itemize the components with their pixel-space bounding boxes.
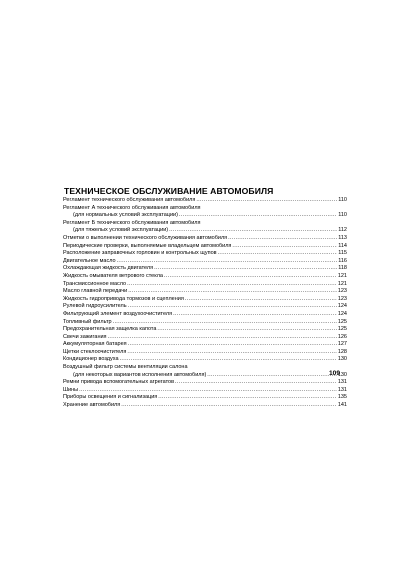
toc-entry-page: 110 bbox=[338, 197, 347, 203]
toc-entry-text: Аккумуляторная батарея bbox=[63, 341, 127, 348]
toc-entry-subline bbox=[63, 212, 347, 220]
toc-entry bbox=[63, 349, 347, 357]
toc-entry-line bbox=[63, 394, 347, 402]
toc-entry-list bbox=[63, 197, 347, 410]
dot-leader bbox=[169, 227, 337, 235]
toc-entry-text: Двигательное масло bbox=[63, 257, 116, 264]
toc-entry bbox=[63, 311, 347, 319]
toc-entry-page: 141 bbox=[337, 402, 347, 409]
toc-entry bbox=[63, 205, 347, 220]
toc-entry bbox=[63, 265, 347, 273]
toc-entry-line bbox=[63, 220, 347, 228]
toc-entry-text: Периодические проверки, выполняемые владельцем автомобиля bbox=[63, 242, 232, 249]
toc-entry bbox=[63, 273, 347, 281]
toc-entry-line bbox=[63, 205, 347, 213]
toc-entry-line bbox=[63, 197, 347, 205]
toc-entry-text: Предохранительная защелка капота bbox=[63, 326, 157, 333]
toc-entry-line bbox=[63, 356, 347, 364]
section-title: ТЕХНИЧЕСКОЕ ОБСЛУЖИВАНИЕ АВТОМОБИЛЯ bbox=[64, 186, 274, 196]
toc-entry bbox=[63, 334, 347, 342]
toc-entry-page: 124 bbox=[337, 303, 347, 310]
toc-entry-line bbox=[63, 273, 347, 281]
toc-entry-text: Рулевой гидроусилитель bbox=[63, 303, 127, 310]
toc-entry-line bbox=[63, 349, 347, 357]
toc-entry-line bbox=[63, 311, 347, 319]
dot-leader bbox=[218, 250, 338, 258]
toc-entry-line bbox=[63, 288, 347, 296]
dot-leader bbox=[196, 197, 337, 205]
toc-entry-text: Свечи зажигания bbox=[63, 333, 107, 340]
toc-entry bbox=[63, 394, 347, 402]
dot-leader bbox=[185, 296, 337, 304]
toc-entry-page: 135 bbox=[337, 394, 347, 401]
toc-entry bbox=[63, 379, 347, 387]
dot-leader bbox=[127, 349, 336, 357]
toc-entry-text: Топливный фильтр bbox=[63, 318, 112, 325]
dot-leader bbox=[175, 379, 337, 387]
table-of-contents bbox=[63, 186, 347, 410]
toc-entry bbox=[63, 258, 347, 266]
dot-leader bbox=[207, 372, 337, 380]
toc-entry bbox=[63, 364, 347, 379]
toc-entry-line bbox=[63, 364, 347, 372]
toc-entry-page: 130 bbox=[337, 371, 347, 378]
toc-entry-text: Масло главной передачи bbox=[63, 288, 128, 295]
toc-entry-page: 130 bbox=[337, 356, 347, 363]
toc-entry-page: 131 bbox=[337, 379, 347, 386]
toc-entry bbox=[63, 281, 347, 289]
toc-entry bbox=[63, 296, 347, 304]
toc-entry bbox=[63, 402, 347, 410]
toc-entry-text: Регламент А технического обслуживания автомобиля bbox=[63, 204, 201, 211]
dot-leader bbox=[121, 402, 337, 410]
toc-entry-subline bbox=[63, 372, 347, 380]
dot-leader bbox=[154, 265, 337, 273]
toc-entry-page: 125 bbox=[337, 318, 347, 325]
toc-entry-page: 110 bbox=[338, 212, 347, 219]
toc-entry-text: Жидкость омывателя ветрового стекла bbox=[63, 272, 163, 279]
dot-leader bbox=[228, 235, 337, 243]
toc-entry bbox=[63, 326, 347, 334]
toc-entry-subline bbox=[63, 227, 347, 235]
page-number: 109 bbox=[329, 370, 341, 377]
dot-leader bbox=[173, 311, 337, 319]
toc-entry-page: 112 bbox=[338, 227, 347, 234]
toc-entry bbox=[63, 243, 347, 251]
toc-entry-line bbox=[63, 250, 347, 258]
toc-entry-text: Расположение заправочных горловин и контрольных щупов bbox=[63, 250, 217, 257]
toc-entry-line bbox=[63, 303, 347, 311]
toc-entry bbox=[63, 250, 347, 258]
toc-entry-line bbox=[63, 326, 347, 334]
dot-leader bbox=[128, 341, 337, 349]
toc-entry-page: 125 bbox=[337, 326, 347, 333]
toc-entry-text: Шины bbox=[63, 386, 79, 393]
toc-entry-line bbox=[63, 281, 347, 289]
dot-leader bbox=[108, 334, 337, 342]
toc-entry-text: (для нормальных условий эксплуатации) bbox=[73, 212, 178, 219]
toc-entry-text: Трансмиссионное масло bbox=[63, 280, 127, 287]
toc-entry-page: 121 bbox=[337, 280, 347, 287]
dot-leader bbox=[117, 258, 338, 266]
toc-entry-text: Хранение автомобиля bbox=[63, 402, 121, 409]
dot-leader bbox=[127, 281, 337, 289]
toc-entry-page: 113 bbox=[338, 234, 347, 241]
toc-entry-text: Воздушный фильтр системы вентиляции салона bbox=[63, 364, 188, 371]
toc-entry bbox=[63, 197, 347, 205]
toc-entry-page: 116 bbox=[338, 257, 347, 264]
toc-entry-page: 128 bbox=[337, 348, 347, 355]
toc-entry-line bbox=[63, 243, 347, 251]
toc-entry-line bbox=[63, 235, 347, 243]
toc-entry-line bbox=[63, 258, 347, 266]
dot-leader bbox=[164, 273, 337, 281]
toc-entry-line bbox=[63, 334, 347, 342]
dot-leader bbox=[128, 288, 337, 296]
toc-entry bbox=[63, 235, 347, 243]
toc-entry-text: Щетки стеклоочистителя bbox=[63, 348, 127, 355]
toc-entry-text: (для тяжелых условий эксплуатации) bbox=[73, 227, 169, 234]
toc-entry-text: Ремни привода вспомогательных агрегатов bbox=[63, 379, 175, 386]
toc-entry bbox=[63, 303, 347, 311]
toc-entry-page: 115 bbox=[338, 250, 347, 257]
toc-entry-page: 126 bbox=[337, 333, 347, 340]
toc-entry-text: Приборы освещения и сигнализация bbox=[63, 394, 158, 401]
toc-entry-text: Отметки о выполнении технического обслуживания автомобиля bbox=[63, 234, 228, 241]
dot-leader bbox=[157, 326, 336, 334]
toc-entry-line bbox=[63, 402, 347, 410]
toc-entry-line bbox=[63, 341, 347, 349]
toc-entry-line bbox=[63, 319, 347, 327]
toc-entry-line bbox=[63, 379, 347, 387]
dot-leader bbox=[128, 303, 337, 311]
toc-entry-text: Фильтрующий элемент воздухоочистителя bbox=[63, 310, 173, 317]
toc-entry bbox=[63, 220, 347, 235]
toc-entry bbox=[63, 288, 347, 296]
toc-entry-line bbox=[63, 265, 347, 273]
toc-entry-text: Жидкость гидропривода тормозов и сцепления bbox=[63, 295, 184, 302]
toc-entry-text: (для некоторых вариантов исполнения автомобиля) bbox=[73, 371, 207, 378]
toc-entry-text: Регламент Б технического обслуживания автомобиля bbox=[63, 219, 201, 226]
toc-entry bbox=[63, 356, 347, 364]
toc-entry-text: Кондиционер воздуха bbox=[63, 356, 119, 363]
toc-entry-text: Охлаждающая жидкость двигателя bbox=[63, 265, 154, 272]
toc-entry-page: 118 bbox=[338, 265, 347, 272]
dot-leader bbox=[232, 243, 337, 251]
toc-entry-text: Регламент технического обслуживания автомобиля bbox=[63, 197, 196, 203]
dot-leader bbox=[113, 319, 337, 327]
toc-entry-page: 123 bbox=[337, 288, 347, 295]
toc-entry-page: 131 bbox=[337, 386, 347, 393]
toc-entry-line bbox=[63, 296, 347, 304]
toc-entry-page: 123 bbox=[337, 295, 347, 302]
dot-leader bbox=[120, 356, 337, 364]
toc-entry-line bbox=[63, 387, 347, 395]
toc-entry-page: 127 bbox=[337, 341, 347, 348]
toc-entry bbox=[63, 387, 347, 395]
dot-leader bbox=[179, 212, 337, 220]
dot-leader bbox=[79, 387, 337, 395]
toc-entry bbox=[63, 341, 347, 349]
toc-entry-page: 121 bbox=[337, 272, 347, 279]
toc-entry-page: 114 bbox=[338, 242, 347, 249]
toc-entry bbox=[63, 319, 347, 327]
toc-entry-page: 124 bbox=[337, 310, 347, 317]
dot-leader bbox=[158, 394, 337, 402]
